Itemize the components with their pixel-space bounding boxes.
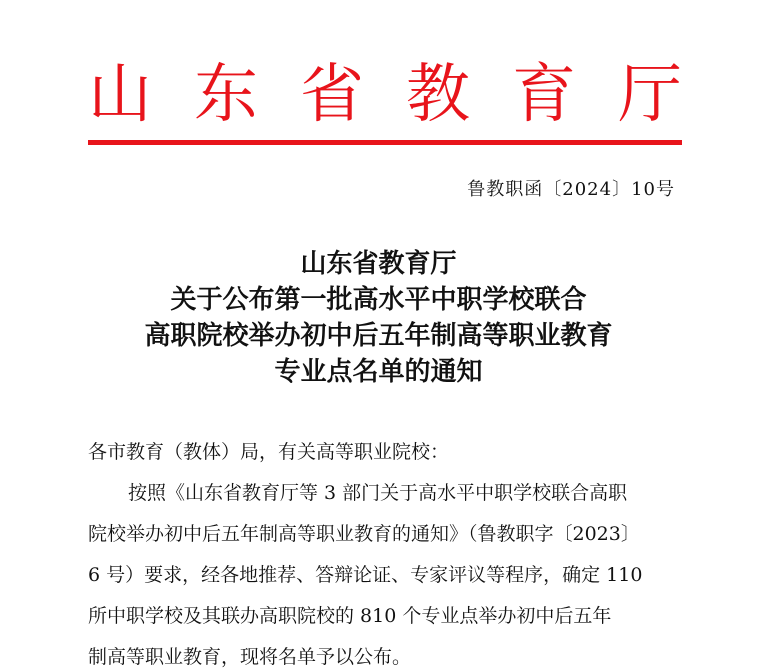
title-line: 关于公布第一批高水平中职学校联合 xyxy=(170,285,587,315)
masthead-char: 山 xyxy=(88,58,152,132)
masthead-char: 教 xyxy=(406,58,470,132)
body-line: 院校举办初中后五年制高等职业教育的通知》（鲁教职字〔2023〕 xyxy=(88,523,640,545)
masthead-char: 省 xyxy=(300,58,364,132)
title-line: 专业点名单的通知 xyxy=(274,357,483,387)
masthead-char: 厅 xyxy=(618,58,682,132)
notice-title xyxy=(0,246,757,390)
body-line: 6 号）要求，经各地推荐、答辩论证、专家评议等程序，确定 110 xyxy=(88,564,643,586)
title-line: 高职院校举办初中后五年制高等职业教育 xyxy=(144,321,613,351)
masthead-title xyxy=(88,58,682,132)
masthead-char: 育 xyxy=(512,58,576,132)
body-line: 制高等职业教育，现将名单予以公布。 xyxy=(88,646,412,668)
masthead-divider xyxy=(88,140,682,145)
notice-body xyxy=(88,432,682,668)
body-line: 所中职学校及其联办高职院校的 810 个专业点举办初中后五年 xyxy=(88,605,612,627)
salutation: 各市教育（教体）局，有关高等职业院校： xyxy=(88,441,450,463)
document-number: 鲁教职函〔2024〕10号 xyxy=(467,179,675,200)
body-line: 按照《山东省教育厅等 3 部门关于高水平中职学校联合高职 xyxy=(128,482,628,504)
masthead-char: 东 xyxy=(194,58,258,132)
title-line: 山东省教育厅 xyxy=(300,249,457,279)
